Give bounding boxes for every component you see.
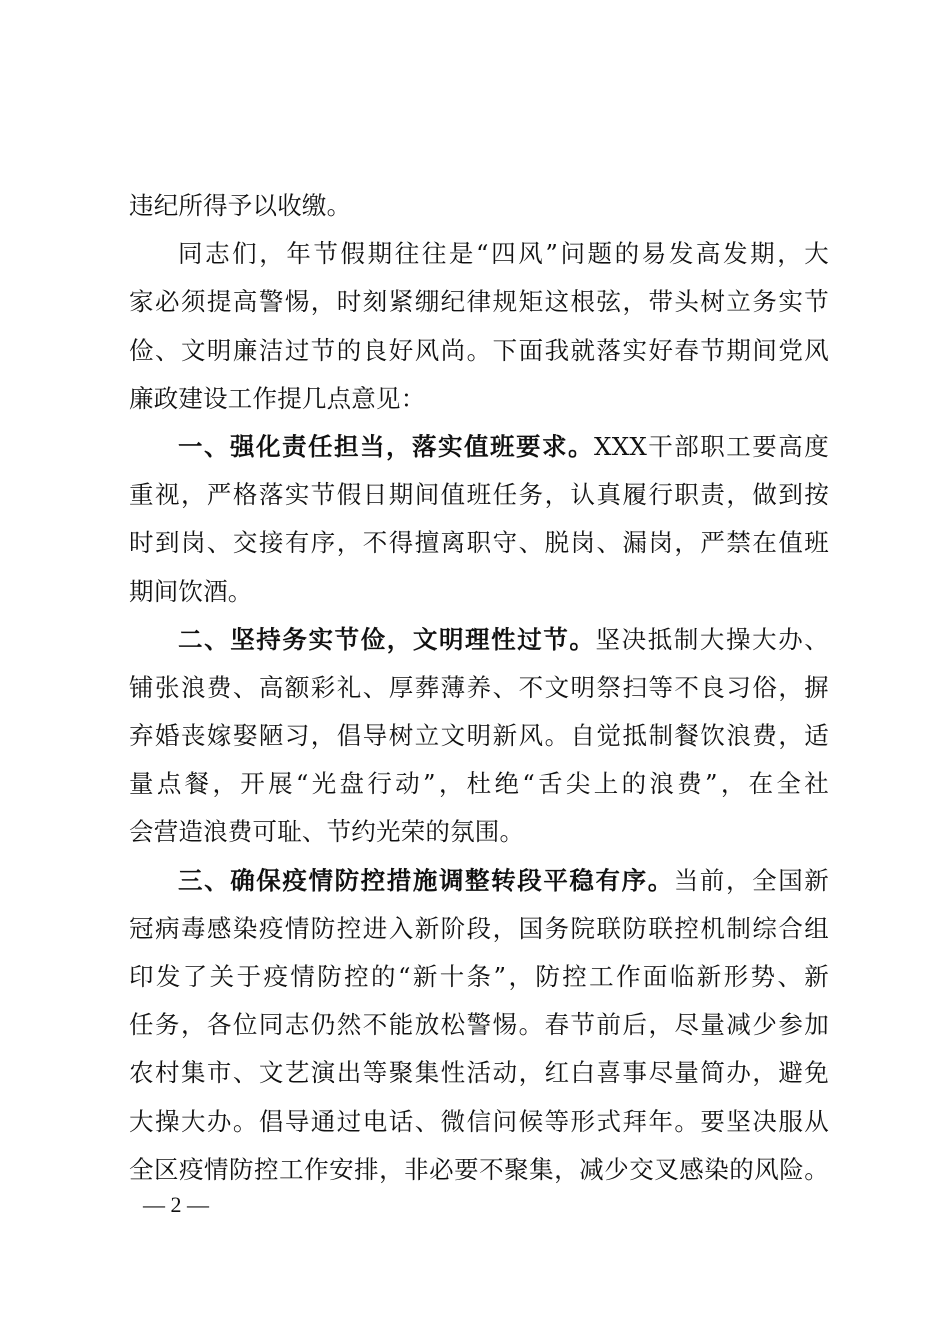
text-line xyxy=(129,423,829,471)
text-line xyxy=(129,905,829,953)
text-line xyxy=(129,519,829,567)
text-line xyxy=(129,760,829,808)
section-heading: 一、强化责任担当，落实值班要求。 xyxy=(178,431,595,461)
line-text: XXX干部职工要高度 xyxy=(594,431,829,461)
line-text: 量点餐，开展“光盘行动”，杜绝“舌尖上的浪费”，在全社 xyxy=(129,769,829,799)
text-line xyxy=(129,1049,829,1097)
text-line xyxy=(129,327,829,375)
text-line xyxy=(129,1098,829,1146)
line-text: 全区疫情防控工作安排，非必要不聚集，减少交叉感染的风险。 xyxy=(129,1154,829,1184)
line-text: 重视，严格落实节假日期间值班任务，认真履行职责，做到按 xyxy=(129,480,829,510)
line-text: 铺张浪费、高额彩礼、厚葬薄养、不文明祭扫等不良习俗，摒 xyxy=(129,672,829,702)
line-text: 印发了关于疫情防控的“新十条”，防控工作面临新形势、新 xyxy=(129,962,829,991)
line-text: 大操大办。倡导通过电话、微信问候等形式拜年。要坚决服从 xyxy=(129,1106,829,1136)
line-text: 任务，各位同志仍然不能放松警惕。春节前后，尽量减少参加 xyxy=(129,1010,829,1040)
line-text: 会营造浪费可耻、节约光荣的氛围。 xyxy=(129,817,525,847)
text-line xyxy=(129,471,829,519)
line-text: 家必须提高警惕，时刻紧绷纪律规矩这根弦，带头树立务实节 xyxy=(129,287,829,317)
text-line xyxy=(129,1001,829,1049)
text-line xyxy=(129,953,829,1001)
text-line xyxy=(129,664,829,712)
line-text: 俭、文明廉洁过节的良好风尚。下面我就落实好春节期间党风 xyxy=(129,335,829,365)
line-text: 廉政建设工作提几点意见： xyxy=(129,383,426,413)
line-text: 同志们，年节假期往往是“四风”问题的易发高发期，大 xyxy=(178,239,829,269)
text-line xyxy=(129,857,829,905)
line-text: 坚决抵制大操大办、 xyxy=(595,624,829,654)
text-line xyxy=(129,375,829,423)
text-line xyxy=(129,182,829,230)
line-text: 当前，全国新 xyxy=(673,865,829,895)
line-text: 弃婚丧嫁娶陋习，倡导树立文明新风。自觉抵制餐饮浪费，适 xyxy=(129,721,829,751)
text-line xyxy=(129,568,829,616)
text-line xyxy=(129,278,829,326)
body-text xyxy=(129,182,829,1194)
text-line xyxy=(129,808,829,856)
page-number: — 2 — xyxy=(143,1192,209,1217)
text-line xyxy=(129,1146,829,1194)
line-text: 时到岗、交接有序，不得擅离职守、脱岗、漏岗，严禁在值班 xyxy=(129,528,829,558)
line-text: 期间饮酒。 xyxy=(129,576,253,606)
text-line xyxy=(129,616,829,664)
line-text: 违纪所得予以收缴。 xyxy=(129,191,352,220)
line-text: 冠病毒感染疫情防控进入新阶段，国务院联防联控机制综合组 xyxy=(129,913,829,943)
text-line xyxy=(129,712,829,760)
line-text: 农村集市、文艺演出等聚集性活动，红白喜事尽量简办，避免 xyxy=(129,1058,829,1088)
text-line xyxy=(129,230,829,278)
section-heading: 三、确保疫情防控措施调整转段平稳有序。 xyxy=(178,865,674,895)
section-heading: 二、坚持务实节俭，文明理性过节。 xyxy=(178,624,596,654)
